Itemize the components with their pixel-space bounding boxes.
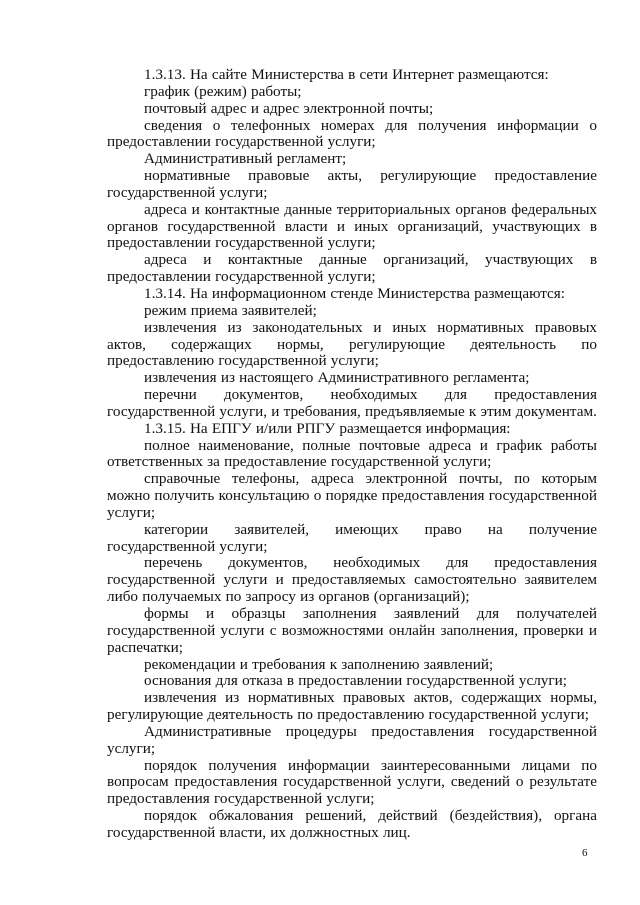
list-item-full-name-addresses: полное наименование, полные почтовые адреса и график работы ответственных за предоставление государственной услуги; (107, 436, 597, 471)
list-item-postal-email: почтовый адрес и адрес электронной почты; (144, 99, 434, 117)
list-item-work-schedule: график (режим) работы; (144, 82, 302, 100)
list-item-admin-regulation: Административный регламент; (144, 150, 347, 168)
heading-1-3-14: 1.3.14. На информационном стенде Министерства размещаются: (144, 284, 566, 302)
heading-1-3-13: 1.3.13. На сайте Министерства в сети Интернет размещаются: (144, 66, 549, 83)
list-item-appeal-procedure: порядок обжалования решений, действий (бездействия), органа государственной власти, их должностных лиц. (107, 807, 597, 841)
list-item-refusal-grounds: основания для отказа в предоставлении государственной услуги; (144, 672, 567, 690)
document-page (107, 67, 597, 842)
list-item-document-lists: перечни документов, необходимых для предоставления государственной услуги, и требования, предъявляемые к этим документам. (107, 386, 597, 420)
list-item-phone-info: сведения о телефонных номерах для получения информации о предоставлении государственной услуги; (107, 116, 597, 151)
list-item-organizations-contacts: адреса и контактные данные организаций, участвующих в предоставлении государственной услуги; (107, 251, 597, 286)
list-item-reception-mode: режим приема заявителей; (144, 301, 317, 319)
list-item-regulation-extracts: извлечения из настоящего Административного регламента; (144, 369, 530, 387)
page-number: 6 (582, 847, 588, 859)
list-item-reference-phones: справочные телефоны, адреса электронной почты, по которым можно получить консультацию о порядке предоставления государственной услуги; (107, 470, 597, 521)
list-item-recommendations: рекомендации и требования к заполнению заявлений; (144, 655, 494, 673)
list-item-forms-samples: формы и образцы заполнения заявлений для получателей государственной услуги с возможностями онлайн заполнения, проверки и распечатки; (107, 605, 597, 656)
list-item-territorial-bodies: адреса и контактные данные территориальных органов федеральных органов государственной власти и иных организаций, участвующих в предоставлении государственной услуги; (107, 200, 597, 252)
list-item-applicant-categories: категории заявителей, имеющих право на получение государственной услуги; (107, 520, 597, 555)
list-item-info-procedure: порядок получения информации заинтересованными лицами по вопросам предоставления государственной услуги, сведений о результате предоставления государственной услуги; (107, 756, 597, 808)
heading-1-3-15: 1.3.15. На ЕПГУ и/или РПГУ размещается информация: (144, 419, 511, 437)
list-item-admin-procedures: Административные процедуры предоставления государственной услуги; (107, 722, 597, 757)
list-item-normative-extracts: извлечения из нормативных правовых актов, содержащих нормы, регулирующие деятельность по предоставлению государственной услуги; (107, 689, 597, 724)
list-item-required-documents: перечень документов, необходимых для предоставления государственной услуги и предоставляемых самостоятельно заявителем либо получаемых по запросу из органов (организаций); (107, 554, 597, 606)
list-item-normative-acts: нормативные правовые акты, регулирующие предоставление государственной услуги; (107, 167, 597, 201)
list-item-legal-extracts: извлечения из законодательных и иных нормативных правовых актов, содержащих нормы, регулирующие деятельность по предоставлению государственной услуги; (107, 318, 597, 370)
